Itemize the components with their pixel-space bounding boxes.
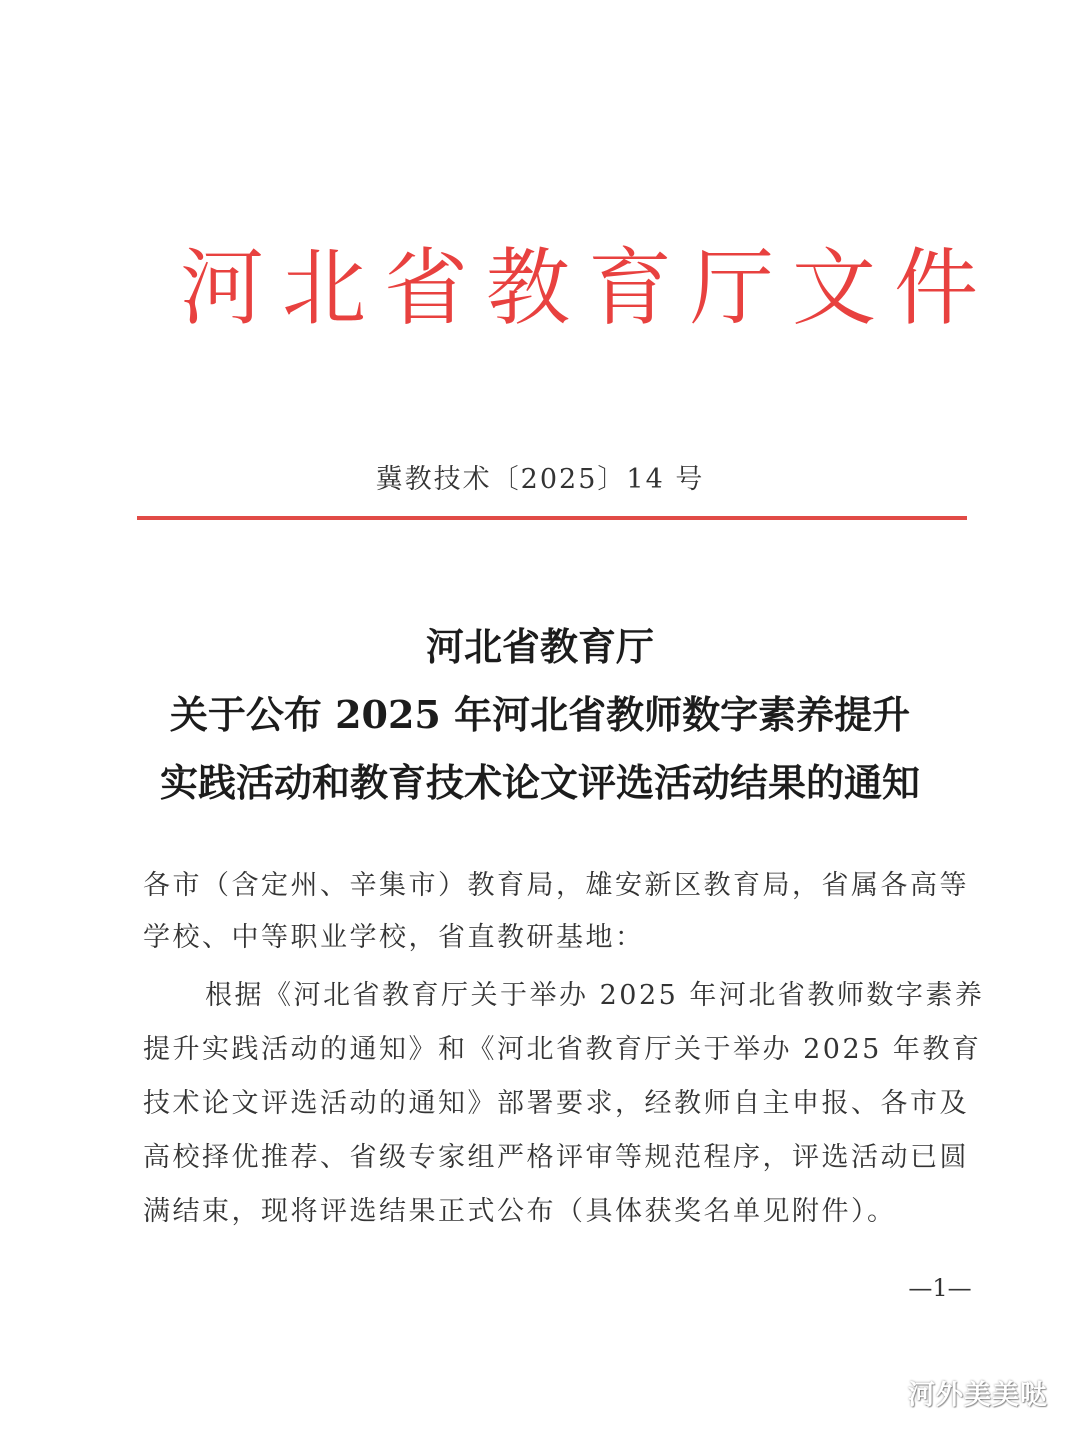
body-line-1: 根据《河北省教育厅关于举办 2025 年河北省教师数字素养 [205, 980, 985, 1011]
title-line-1: 河北省教育厅 [425, 624, 654, 669]
addressee-line-1: 各市（含定州、辛集市）教育局，雄安新区教育局，省属各高等 [143, 870, 969, 901]
title-line-2: 关于公布 2025 年河北省教师数字素养提升 [169, 692, 911, 737]
body-line-4: 高校择优推荐、省级专家组严格评审等规范程序，评选活动已圆 [143, 1142, 969, 1173]
addressee-line-2: 学校、中等职业学校，省直教研基地： [143, 922, 645, 953]
page-number: —1— [908, 1274, 972, 1302]
body-line-2: 提升实践活动的通知》和《河北省教育厅关于举办 2025 年教育 [143, 1034, 982, 1065]
watermark-text: 河外美美哒 [908, 1380, 1048, 1411]
title-line-3: 实践活动和教育技术论文评选活动结果的通知 [159, 760, 920, 805]
body-line-5: 满结束，现将评选结果正式公布（具体获奖名单见附件）。 [143, 1196, 897, 1227]
document-masthead: 河北省教育厅文件 [180, 239, 997, 337]
body-line-3: 技术论文评选活动的通知》部署要求，经教师自主申报、各市及 [143, 1088, 969, 1119]
document-number: 冀教技术〔2025〕14 号 [375, 464, 705, 495]
red-divider-line [137, 516, 967, 520]
